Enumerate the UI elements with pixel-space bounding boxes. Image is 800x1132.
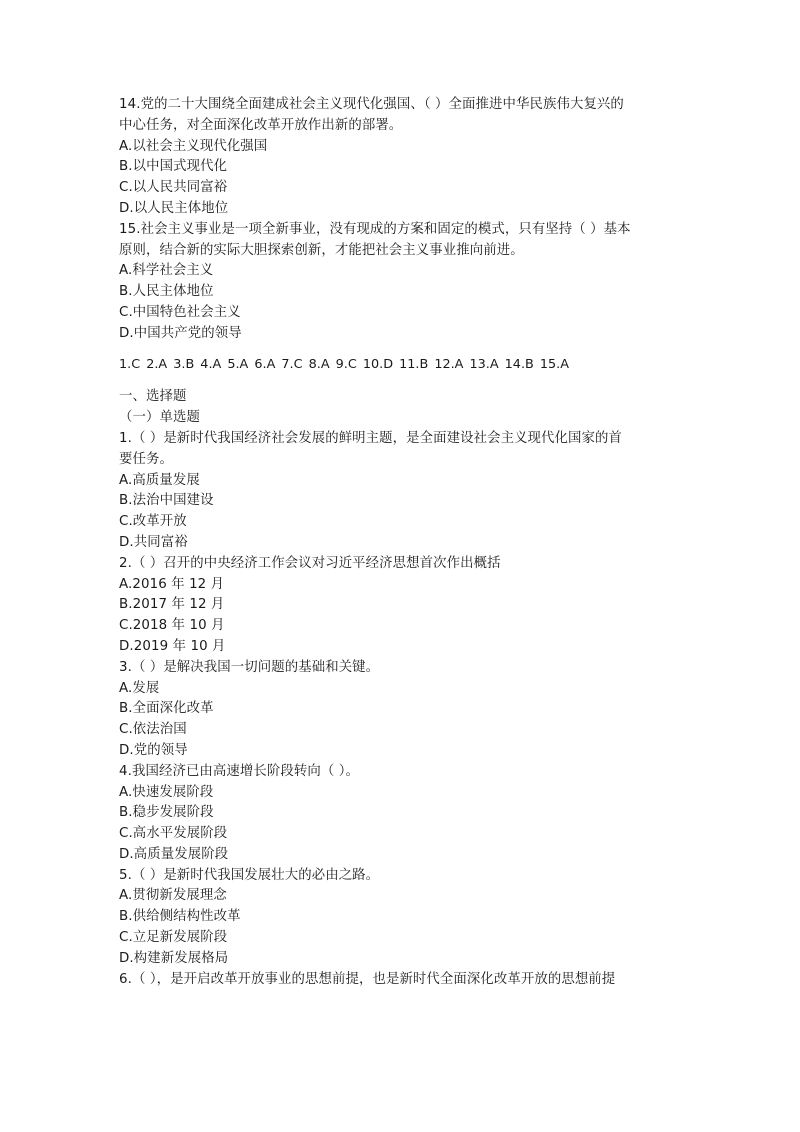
question-text-line: C.依法治国 [119,722,187,738]
question-text-line: D.党的领导 [119,742,188,758]
question-text-line: C.立足新发展阶段 [119,930,228,946]
question-text-line: 4.我国经济已由高速增长阶段转向（ ）。 [119,763,359,779]
question-text-line: B.稳步发展阶段 [119,805,214,821]
question-text-line: A.发展 [119,680,160,696]
question-text-line: C.中国特色社会主义 [119,304,241,320]
question-text-line: 3.（ ）是解决我国一切问题的基础和关键。 [119,659,380,675]
question-text-line: D.以人民主体地位 [119,200,229,216]
question-text-line: A.2016 年 12 月 [119,576,225,592]
question-text-line: D.构建新发展格局 [119,950,229,966]
question-text-line: 中心任务，对全面深化改革开放作出新的部署。 [119,117,403,133]
question-text-line: C.2018 年 10 月 [119,618,225,634]
question-text-line: B.2017 年 12 月 [119,597,225,613]
question-text-line: A.以社会主义现代化强国 [119,138,268,154]
section-single-choice [119,387,694,990]
question-text-line: A.科学社会主义 [119,263,214,279]
question-text-line: B.全面深化改革 [119,701,214,717]
question-text-line: B.人民主体地位 [119,284,214,300]
question-text-line: C.以人民共同富裕 [119,180,228,196]
question-text-line: D.中国共产党的领导 [119,325,242,341]
question-text-line: D.高质量发展阶段 [119,846,229,862]
answer-key: 1.C 2.A 3.B 4.A 5.A 6.A 7.C 8.A 9.C 10.D 11.B 12.A 13.A 14.B 15.A [119,356,569,372]
question-text-line: A.高质量发展 [119,472,200,488]
question-text-line: A.贯彻新发展理念 [119,888,227,904]
question-text-line: B.以中国式现代化 [119,159,228,175]
question-text-line: 15.社会主义事业是一项全新事业，没有现成的方案和固定的模式，只有坚持（ ）基本 [119,221,631,237]
question-text-line: 要任务。 [119,451,173,467]
question-text-line: 1.（ ）是新时代我国经济社会发展的鲜明主题，是全面建设社会主义现代化国家的首 [119,430,622,446]
question-text-line: C.高水平发展阶段 [119,826,228,842]
question-text-line: （一）单选题 [119,410,200,426]
questions-14-15 [119,95,694,345]
question-text-line: C.改革开放 [119,514,187,530]
question-text-line: D.共同富裕 [119,534,188,550]
document-page [119,95,694,990]
question-text-line: 6.（ ），是开启改革开放事业的思想前提，也是新时代全面深化改革开放的思想前提 [119,971,616,987]
question-text-line: D.2019 年 10 月 [119,638,226,654]
question-text-line: 一、选择题 [119,389,187,405]
question-text-line: 5.（ ）是新时代我国发展壮大的必由之路。 [119,867,380,883]
question-text-line: 原则，结合新的实际大胆探索创新，才能把社会主义事业推向前进。 [119,242,524,258]
question-text-line: B.供给侧结构性改革 [119,909,241,925]
question-text-line: B.法治中国建设 [119,493,214,509]
question-text-line: A.快速发展阶段 [119,784,214,800]
question-text-line: 2.（ ）召开的中央经济工作会议对习近平经济思想首次作出概括 [119,555,501,571]
question-text-line: 14.党的二十大围绕全面建成社会主义现代化强国、（ ）全面推进中华民族伟大复兴的 [119,97,624,112]
